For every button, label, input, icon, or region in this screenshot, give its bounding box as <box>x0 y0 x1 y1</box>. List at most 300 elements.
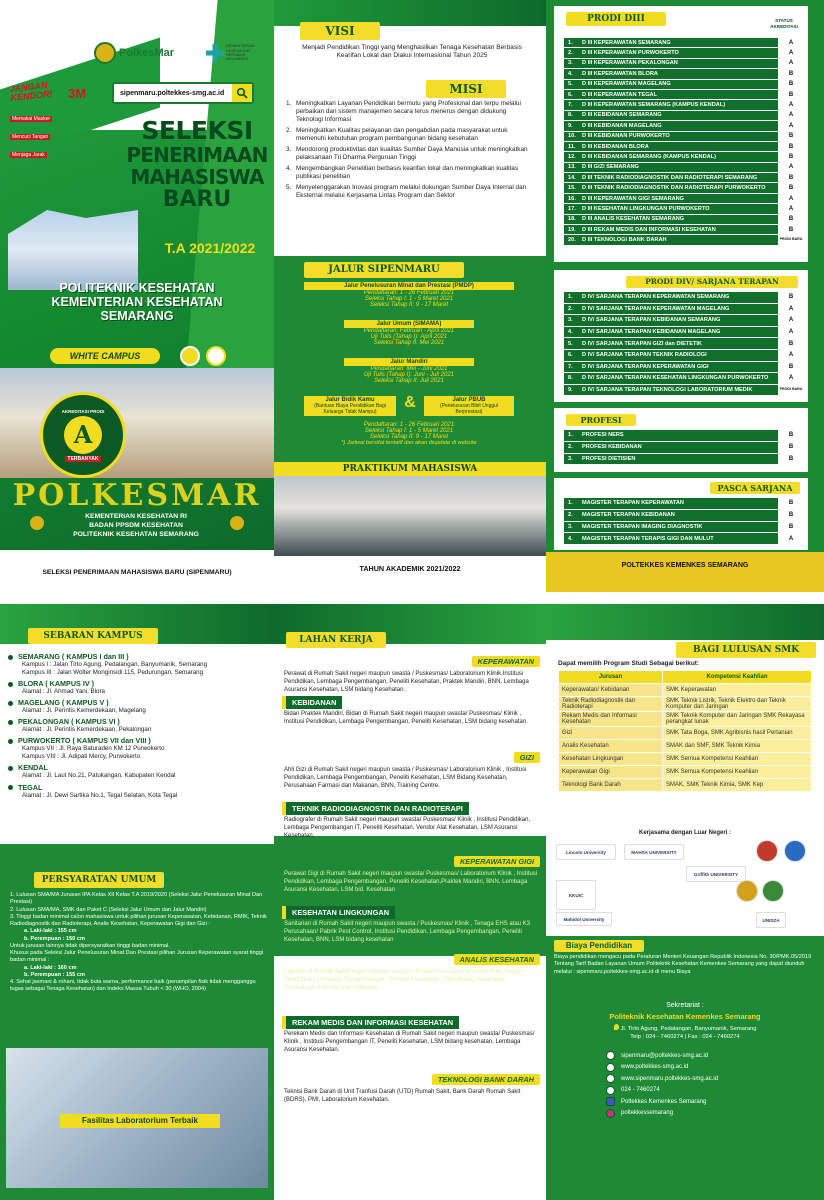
prodi-label: D III TEKNIK RADIODIAGNOSTIK DAN RADIOTERAPI PURWOKERTO <box>582 185 766 192</box>
prodi-number: 4. <box>568 329 573 336</box>
instagram-icon <box>606 1109 615 1118</box>
jalur-line: Seleksi Tahap II: Juli 2021 <box>374 378 444 384</box>
emblem-icon <box>94 42 116 64</box>
pasca-table <box>564 498 804 545</box>
partner-logo: MAHSA UNIVERSITY <box>624 844 684 860</box>
title-line: BARU <box>162 186 232 212</box>
lahan-section-text: Radiografer di Rumah Sakit negeri maupun swasta/ Puskesmas/ Klinik , Institusi Pendidikan, Lembaga Pengembangan IT, Peneliti Kesehatan, Vendor Alat Kesehatan, LSM Asuransi Kesehatan. <box>284 817 531 840</box>
persyaratan-line: b. Perempuan : 150 cm <box>24 935 85 942</box>
lahan-section-title: TEKNOLOGI BANK DARAH <box>432 1074 540 1085</box>
prodi-name <box>564 59 778 68</box>
accreditation-status: A <box>778 111 804 120</box>
prodi-row <box>564 142 804 152</box>
smk-row <box>559 753 812 766</box>
kampus-name: PEKALONGAN ( KAMPUS VI ) <box>18 717 120 727</box>
prodi-number: 20. <box>568 237 576 244</box>
academic-year: T.A 2021/2022 <box>164 240 256 256</box>
prodi-label: D IV/ SARJANA TERAPAN KESEHATAN LINGKUNGAN PURWOKERTO <box>582 375 769 382</box>
facebook-icon <box>606 1097 615 1106</box>
prodi-label: D IV/ SARJANA TERAPAN TEKNIK RADIOLOGI <box>582 352 707 359</box>
accreditation-status: B <box>778 215 804 224</box>
prodi-name <box>564 522 778 533</box>
three-m-item: Menjaga Jarak <box>12 152 45 158</box>
kampus-address: Kampus VIII : Jl. Adipati Mercy, Purwokerto <box>22 753 141 761</box>
jangan-kendor-text: JANGAN KENDOR! <box>9 80 53 103</box>
accreditation-status: B <box>778 454 804 465</box>
bullet-icon <box>8 739 13 744</box>
prodi-name <box>564 38 778 47</box>
prodi-name <box>564 430 778 441</box>
smk-kompetensi: SMK Teknik Listrik, Teknik Elektro dan Teknik Komputer dan Jaringan <box>663 697 812 712</box>
contact-item[interactable] <box>606 1108 816 1120</box>
smk-jurusan: Teknik Radiodiagnostik dan Radioterapi <box>559 697 663 712</box>
persyaratan-line: 4. Sehat jasmani & rohani, tidak buta warna, performance baik (penampilan fisik tidak mengganggu tugas sebagai Tenaga Kesehatan) dan Indeks Massa Tubuh < 30 (WHO, 2004) <box>10 979 256 993</box>
prodi-number: 1. <box>568 294 573 301</box>
kampus-panel <box>0 604 274 1200</box>
visi-misi-panel <box>274 0 546 592</box>
prodi-row <box>564 111 804 121</box>
accreditation-grade: A <box>73 420 93 449</box>
misi-list <box>286 100 532 203</box>
prodi-name <box>564 204 778 213</box>
logo-text: PolkesMar <box>119 47 175 59</box>
prodi-number: 19. <box>568 226 576 233</box>
prodi-name <box>564 142 778 151</box>
prodi-label: D IV/ SARJANA TERAPAN KEPERAWATAN GIGI <box>582 363 709 370</box>
prodi-number: 10. <box>568 133 576 140</box>
smk-jurusan: Kesehatan Lingkungan <box>559 753 663 766</box>
campus-name-line: SEMARANG <box>100 308 174 323</box>
prodi-number: 18. <box>568 216 576 223</box>
prodi-row <box>564 204 804 214</box>
kampus-address: Kampus III : Jalan Wolter Monginsidi 115, Pedurungan, Semarang <box>22 669 204 677</box>
smk-jurusan: Gizi <box>559 727 663 740</box>
bullet-icon <box>8 766 13 771</box>
contact-item[interactable] <box>606 1085 816 1097</box>
prodi-name <box>564 327 778 338</box>
prodi-number: 5. <box>568 340 573 347</box>
prodi-number: 6. <box>568 91 573 98</box>
prodi-label: D III KEBIDANAN BLORA <box>582 143 649 150</box>
accreditation-status: B <box>778 338 804 349</box>
cover-footer <box>0 552 274 592</box>
bullet-icon <box>8 682 13 687</box>
search-icon[interactable] <box>232 84 252 102</box>
misi-title: MISI <box>426 80 506 98</box>
contact-text: www.sipenmaru.poltekkes-smg.ac.id <box>621 1075 719 1082</box>
accreditation-status: B <box>778 430 804 441</box>
prodi-name <box>564 111 778 120</box>
kampus-item <box>8 698 270 707</box>
jalur-line: Uji Tulis (Tahap I): Juni - Juli 2021 <box>363 372 455 378</box>
prodi-name <box>564 173 778 182</box>
smk-kompetensi: SMK Tata Boga, SMK Agribisnis hasil Pertanian <box>663 727 812 740</box>
prodi-row <box>564 235 804 245</box>
prodi-row <box>564 90 804 100</box>
persyaratan-line: Untuk jurusan lainnya tidak dipersyaratkan tinggi badan minimal. <box>10 942 170 949</box>
kampus-item <box>8 717 270 726</box>
kampus-address: Alamat : Jl. Perintis Kemerdekaan, Magelang <box>22 707 146 715</box>
bullet-icon <box>8 720 13 725</box>
prodi-number: 4. <box>568 535 573 542</box>
org-block <box>26 512 246 540</box>
ministry-text: KEMENTERIAN KESEHATAN REPUBLIK INDONESIA <box>226 43 255 62</box>
campus-name-line: POLITEKNIK KESEHATAN <box>59 281 215 295</box>
prodi-row <box>564 350 804 362</box>
prodi-number: 6. <box>568 352 573 359</box>
prodi-row <box>564 442 804 454</box>
prodi-name <box>564 194 778 203</box>
campus-name-line: KEMENTERIAN KESEHATAN <box>51 294 223 309</box>
status-akreditasi-label: STATUS AKREDITASI <box>770 18 798 29</box>
accreditation-status: B <box>778 152 804 161</box>
smk-jurusan: Keperawatan/ Kebidanan <box>559 684 663 697</box>
campus-name <box>6 282 268 323</box>
accreditation-status: A <box>778 204 804 213</box>
prodi-label: D III KEPERAWATAN MAGELANG <box>582 81 671 88</box>
kampus-name: PURWOKERTO ( KAMPUS VII dan VIII ) <box>18 736 151 746</box>
prodi-row <box>564 327 804 339</box>
kampus-address: Alamat : Jl. Perintis Kemerdekaan, Pekalongan <box>22 726 152 734</box>
accreditation-status: A <box>778 194 804 203</box>
prodi-name <box>564 498 778 509</box>
prodi-row <box>564 152 804 162</box>
award-badge-icon <box>206 346 226 366</box>
three-m-text: 3M <box>68 86 87 101</box>
prodi-row <box>564 385 804 397</box>
biaya-title: Biaya Pendidikan <box>554 940 644 952</box>
jalur-line: Seleksi Tahap I: 1 - 5 Maret 2021 <box>364 296 454 302</box>
website-url: sipenmaru.poltekkes-smg.ac.id <box>120 89 225 97</box>
health-cross-icon <box>206 44 224 62</box>
smk-jurusan: Teknologi Bank Darah <box>559 779 663 792</box>
pasca-title: PASCA SARJANA <box>710 482 800 494</box>
lahan-section-title: KEPERAWATAN <box>472 656 540 667</box>
persyaratan-line: a. Laki-laki : 155 cm <box>24 928 77 935</box>
sekretariat-phone: Telp : 024 - 7460274 | Fax : 024 - 7460274 <box>630 1034 740 1040</box>
partner-logo: Griffith UNIVERSITY <box>686 866 746 882</box>
partner-logo <box>736 880 758 902</box>
persyaratan-line: Khusus pada Seleksi Jalur Penelusuran Minat Dan Prestasi pilihan Jurusan Keperawatan syarat tinggi badan minimal : <box>10 950 264 964</box>
smk-table-wrap <box>558 670 812 792</box>
prodi-number: 8. <box>568 375 573 382</box>
prodi-number: 3. <box>568 60 573 67</box>
misi-item: 5. Menyelenggarakan Inovasi program melalui dukungan Sumber Daya Internal dan Eksternal melalui Kerjasama Lintas Program dan Sektor <box>286 184 527 199</box>
jalur-line: Pendaftaran: 1 - 26 Februari 2021 <box>363 290 455 296</box>
globe-icon <box>606 1063 615 1072</box>
kampus-name: TEGAL <box>18 782 43 792</box>
prodi-label: D III KEPERAWATAN TEGAL <box>582 91 657 98</box>
accreditation-seal <box>40 392 126 478</box>
lahan-section-title: KEPERAWATAN GIGI <box>454 856 540 867</box>
brochure-back-sheet <box>0 604 824 1200</box>
accreditation-status: A <box>778 304 804 315</box>
title-line: SELEKSI <box>141 116 253 145</box>
prodi-number: 15. <box>568 185 576 192</box>
prodi-row <box>564 373 804 385</box>
polkesmar-logo <box>94 40 204 66</box>
prodi-number: 11. <box>568 143 576 150</box>
jalur-line: Seleksi Tahap I: 1 - 5 Maret 2021 <box>364 428 454 434</box>
prodi-label: D III ANALIS KESEHATAN SEMARANG <box>582 216 685 223</box>
prodi-row <box>564 132 804 142</box>
prodi-number: 13. <box>568 164 576 171</box>
cover-panel <box>0 0 274 592</box>
persyaratan-title: PERSYARATAN UMUM <box>34 872 164 888</box>
prodi-label: D III KEPERAWATAN PEKALONGAN <box>582 60 678 67</box>
contact-item[interactable] <box>606 1062 816 1074</box>
bullet-icon <box>8 701 13 706</box>
prodi-label: D IV/ SARJANA TERAPAN GIZI dan DIETETIK <box>582 340 702 347</box>
prodi-name <box>564 454 778 465</box>
smk-jurusan: Rekam Medis dan Informasi Kesehatan <box>559 712 663 727</box>
jalur-sub: (Bantuan Biaya Pendidikan Bagi Keluarga Tidak Mampu) <box>314 403 386 415</box>
partner-logos <box>556 840 814 932</box>
contact-item[interactable] <box>606 1073 816 1085</box>
prodi-number: 16. <box>568 195 576 202</box>
lahan-title: LAHAN KERJA <box>286 632 386 648</box>
prodi-row <box>564 38 804 48</box>
jalur-name: Jalur PBUB <box>452 397 486 403</box>
persyaratan-line: 3. Tinggi badan minimal calon mahasiswa untuk pilihan jurusan Keperawatan, Kebidanan, RMIK, Teknik Radiodiagnostik dan Radioterapi, Analis Kesehatan, Keperawatan Gigi dan Gizi : <box>10 913 267 928</box>
accreditation-status: B <box>778 142 804 151</box>
accreditation-bottom: TERBANYAK <box>65 456 102 462</box>
lahan-section-title: KESEHATAN LINGKUNGAN <box>282 906 395 919</box>
prodi-label: D III KEBIDANAN PURWOKERTO <box>582 133 670 140</box>
accreditation-status: A <box>778 121 804 130</box>
jalur-name: Jalur Umum (SIMAMA) <box>344 320 474 328</box>
prodi-d3-title: PRODI DIII <box>566 12 666 26</box>
prodi-label: D III REKAM MEDIS DAN INFORMASI KESEHATAN <box>582 226 716 233</box>
kampus-item <box>8 783 270 792</box>
persyaratan-list <box>10 892 268 994</box>
prodi-number: 4. <box>568 70 573 77</box>
prodi-name <box>564 152 778 161</box>
prodi-number: 2. <box>568 444 573 451</box>
globe-icon <box>606 1074 615 1083</box>
persyaratan-line: 1. Lulusan SMA/MA Jurusan IPA Kelas XII Kelas T.A 2019/2020 (Seleksi Jalur Penelusuran Minat Dan Prestasi) <box>10 892 263 906</box>
smk-panel <box>546 604 824 1200</box>
kampus-name: BLORA ( KAMPUS IV ) <box>18 679 94 689</box>
prodi-name <box>564 235 778 244</box>
bullet-icon <box>8 785 13 790</box>
misi-item: 4. Mengembangkan Penelitian berbasis kearifan lokal dan meningkatkan kualitas publikasi penelitian <box>286 165 519 180</box>
prodi-label: MAGISTER TERAPAN KEPERAWATAN <box>582 500 684 507</box>
prodi-number: 7. <box>568 363 573 370</box>
location-pin-icon <box>614 1024 619 1030</box>
prodi-row <box>564 338 804 350</box>
smk-row <box>559 779 812 792</box>
fasilitas-label: Fasilitas Laboratorium Terbaik <box>60 1114 220 1128</box>
contact-item[interactable] <box>606 1050 816 1062</box>
smk-kompetensi: SMK Teknik Komputer dan Jaringan SMK Rekayasa perangkat lunak <box>663 712 812 727</box>
lahan-section-title: KEBIDANAN <box>282 696 342 709</box>
sekretariat-name: Politeknik Kesehatan Kemenkes Semarang <box>609 1012 761 1021</box>
prodi-number: 1. <box>568 39 573 46</box>
praktikum-year: TAHUN AKADEMIK 2021/2022 <box>359 564 461 573</box>
prodi-number: 9. <box>568 387 573 394</box>
persyaratan-line: b. Perempuan : 155 cm <box>24 971 85 978</box>
prodi-label: MAGISTER TERAPAN IMAGING DIAGNOSTIK <box>582 523 703 530</box>
prodi-name <box>564 362 778 373</box>
jalur-combined <box>304 422 514 446</box>
emblem-icon <box>230 516 244 530</box>
prodi-row <box>564 533 804 545</box>
partner-logo: UNISZA <box>756 912 786 928</box>
website-url-box[interactable] <box>112 82 254 104</box>
prodi-label: PROFESI KEBIDANAN <box>582 444 642 451</box>
cover-footer-text: SELEKSI PENERIMAAN MAHASISWA BARU (SIPENMARU) <box>42 568 232 576</box>
prodi-number: 1. <box>568 432 573 439</box>
kampus-item <box>8 763 270 772</box>
smk-title: BAGI LULUSAN SMK <box>676 642 816 658</box>
kampus-item <box>8 736 270 745</box>
accreditation-status: B <box>778 69 804 78</box>
jalur-line: Uji Tulis (Tahap I): April 2021 <box>370 334 448 340</box>
kampus-item <box>8 679 270 688</box>
polkesmar-wordmark: POLKESMAR <box>12 478 262 513</box>
prodi-name <box>564 100 778 109</box>
sekretariat-address: Jl. Tirto Agung, Pedalangan, Banyumanik, Semarang <box>546 1024 824 1032</box>
jalur-mandiri <box>344 358 474 384</box>
contact-text: 024 - 7460274 <box>621 1087 660 1094</box>
prodi-label: D III GIZI SEMARANG <box>582 164 639 171</box>
jalur-bidik <box>304 396 396 416</box>
accreditation-status: B <box>778 442 804 453</box>
prodi-row <box>564 100 804 110</box>
campus-building-photo <box>8 210 138 290</box>
smk-kompetensi: SMK Keperawatan <box>663 684 812 697</box>
accreditation-status: A <box>778 38 804 47</box>
lahan-section-title: TEKNIK RADIODIAGNOSTIK DAN RADIOTERAPI <box>282 802 469 815</box>
kampus-name: MAGELANG ( KAMPUS V ) <box>18 698 109 708</box>
prodi-label: D III KEPERAWATAN GIGI SEMARANG <box>582 195 685 202</box>
prodi-label: D III TEKNOLOGI BANK DARAH <box>582 237 667 244</box>
smk-intro: Dapat memilih Program Studi Sebagai berikut: <box>558 660 699 667</box>
smk-jurusan: Keperawatan Gigi <box>559 766 663 779</box>
smk-col-jurusan: Jurusan <box>559 671 663 684</box>
title-line: PENERIMAAN <box>126 142 268 167</box>
accreditation-status: B <box>778 292 804 303</box>
prodi-number: 12. <box>568 153 576 160</box>
prodi-row <box>564 362 804 374</box>
jalur-ampersand: & <box>404 394 416 411</box>
kampus-address: Alamat : Jl. Dewi Sartika No.1, Tegal Selatan, Kota Tegal <box>22 791 178 799</box>
smk-row <box>559 766 812 779</box>
smk-kompetensi: SMK Semua Kompetensi Keahlian <box>663 766 812 779</box>
prodi-row <box>564 304 804 316</box>
partner-logo: Mahidol University <box>556 912 612 926</box>
lahan-section-text: Ahli Gizi di Rumah Sakit negeri maupun swasta / Puskesmas/ Laboratorium Klinik , Institusi Pendidikan, Lembaga Pengembangan, Peneliti Kesehatan, LSM Bidang Kesehatan, Perusahaan Farmasi dan Makanan, BNN, Training Centre. <box>284 767 527 790</box>
persyaratan-line: a. Laki-laki : 160 cm <box>24 964 77 971</box>
prodi-row <box>564 215 804 225</box>
prodi-name <box>564 163 778 172</box>
smk-table <box>558 670 812 792</box>
lahan-section-title: GIZI <box>514 752 540 763</box>
accreditation-status: A <box>778 327 804 338</box>
white-campus-label: WHITE CAMPUS <box>50 348 160 364</box>
prodi-d4-title: PRODI DIV/ SARJANA TERAPAN <box>626 276 798 288</box>
prodi-d3-table <box>564 38 804 246</box>
prodi-name <box>564 183 778 192</box>
accreditation-status: A <box>778 100 804 109</box>
lahan-section-text: Laboran di Rumah Sakit negeri maupun swasta / Puskesmas/ Laboratorium Klinik ,Institusi Pendidikan, Lembaga Pengembangan, Peneliti Kesehatan, LSM Bidang Kesehatan, Perusahaan Farmasi dan Makanan. <box>284 969 525 992</box>
prodi-row <box>564 59 804 69</box>
prodi-label: D III KEBIDANAN MAGELANG <box>582 122 662 129</box>
prodi-number: 2. <box>568 512 573 519</box>
partner-logo: KKUIC <box>556 880 596 910</box>
accreditation-status: B <box>778 132 804 141</box>
prodi-label: D IV/ SARJANA TERAPAN KEBIDANAN SEMARANG <box>582 317 721 324</box>
contact-list <box>606 1050 816 1119</box>
three-m-item: Memakai Masker <box>12 116 51 122</box>
prodi-row <box>564 522 804 534</box>
prodi-number: 3. <box>568 317 573 324</box>
prodi-name <box>564 90 778 99</box>
prodi-number: 7. <box>568 102 573 109</box>
partner-logo <box>756 840 778 862</box>
contact-text: poltekkessemarang <box>621 1110 674 1117</box>
prodi-label: PROFESI DIETISIEN <box>582 455 636 462</box>
prodi-row <box>564 121 804 131</box>
smk-kompetensi: SMAK dan SMF, SMK Teknik Kimia <box>663 740 812 753</box>
accreditation-status: PRODI BARU <box>778 235 804 244</box>
phone-icon <box>606 1086 615 1095</box>
prodi-number: 9. <box>568 122 573 129</box>
prodi-name <box>564 533 778 544</box>
prodi-name <box>564 292 778 303</box>
kampus-address: Kampus VII : Jl. Raya Baturaden KM 12 Purwokerto <box>22 745 165 753</box>
jalur-line: Pendaftaran: Mei - Juni 2021 <box>370 366 448 372</box>
smk-row <box>559 697 812 712</box>
smk-row <box>559 712 812 727</box>
kampus-name: SEMARANG ( KAMPUS I dan III ) <box>18 652 129 661</box>
prodi-row <box>564 498 804 510</box>
prodi-row <box>564 510 804 522</box>
kampus-address: Kampus I : Jalan Tirto Agung, Pedalangan, Banyumanik, Semarang <box>22 661 208 668</box>
prodi-row <box>564 225 804 235</box>
prodi-number: 3. <box>568 455 573 462</box>
jalur-line: Seleksi Tahap II: 9 - 17 Maret <box>369 434 449 440</box>
jangan-kendor-badge <box>10 82 90 161</box>
accreditation-status: B <box>778 173 804 182</box>
jalur-title: JALUR SIPENMARU <box>304 262 464 278</box>
accreditation-status: A <box>778 315 804 326</box>
prodi-label: D III KEBIDANAN SEMARANG <box>582 112 662 119</box>
accreditation-status: B <box>778 522 804 533</box>
prodi-name <box>564 442 778 453</box>
lahan-section-text: Sanitarian di Rumah Sakit negeri maupun swasta / Puskesmas/ Klinik , Tenaga EHS atau K3 Perusahaan/ Pabrik Pest Control, Institusi Pendidikan, Lembaga Pengembangan, Peneliti Kesehatan, BNN, LSM bidang kesehatan <box>284 921 531 944</box>
prodi-name <box>564 338 778 349</box>
prodi-row <box>564 194 804 204</box>
accreditation-status: A <box>778 163 804 172</box>
lahan-section-text: Perekam Medis dan Informasi Kesehatan di Rumah Sakit negeri maupun swasta/ Puskesmas/ Klinik , Institusi Pengembangan IT, Peneliti Kesehatan, LSM bidang kesehatan, Lembaga Asuransi Kesehatan. <box>284 1031 535 1054</box>
accreditation-status: A <box>778 59 804 68</box>
accreditation-status: B <box>778 90 804 99</box>
prodi-name <box>564 385 778 396</box>
contact-item[interactable] <box>606 1096 816 1108</box>
lahan-kerja-panel <box>274 604 546 1200</box>
smk-jurusan: Analis Kesehatan <box>559 740 663 753</box>
prodi-name <box>564 315 778 326</box>
contact-text: sipenmaru@poltekkes-smg.ac.id <box>621 1052 709 1059</box>
accreditation-status: A <box>778 533 804 544</box>
prodi-label: D III KEPERAWATAN BLORA <box>582 70 658 77</box>
prodi-label: D III KEPERAWATAN PURWOKERTO <box>582 50 679 57</box>
bullet-icon <box>8 655 13 660</box>
biaya-text: Biaya pendidikan mengacu pada Peraturan Menteri Keuangan Republik Indonesia No. 30/PMK.05/2019 Tentang Tarif Badan Layanan Umum Politeknik Kesehatan Kemenkes Semarang yang dapat diunduh melalui : sipenmaru.poltekkes-smg.ac.id di menu Biaya <box>554 954 812 975</box>
jalur-pmdp <box>304 282 514 308</box>
